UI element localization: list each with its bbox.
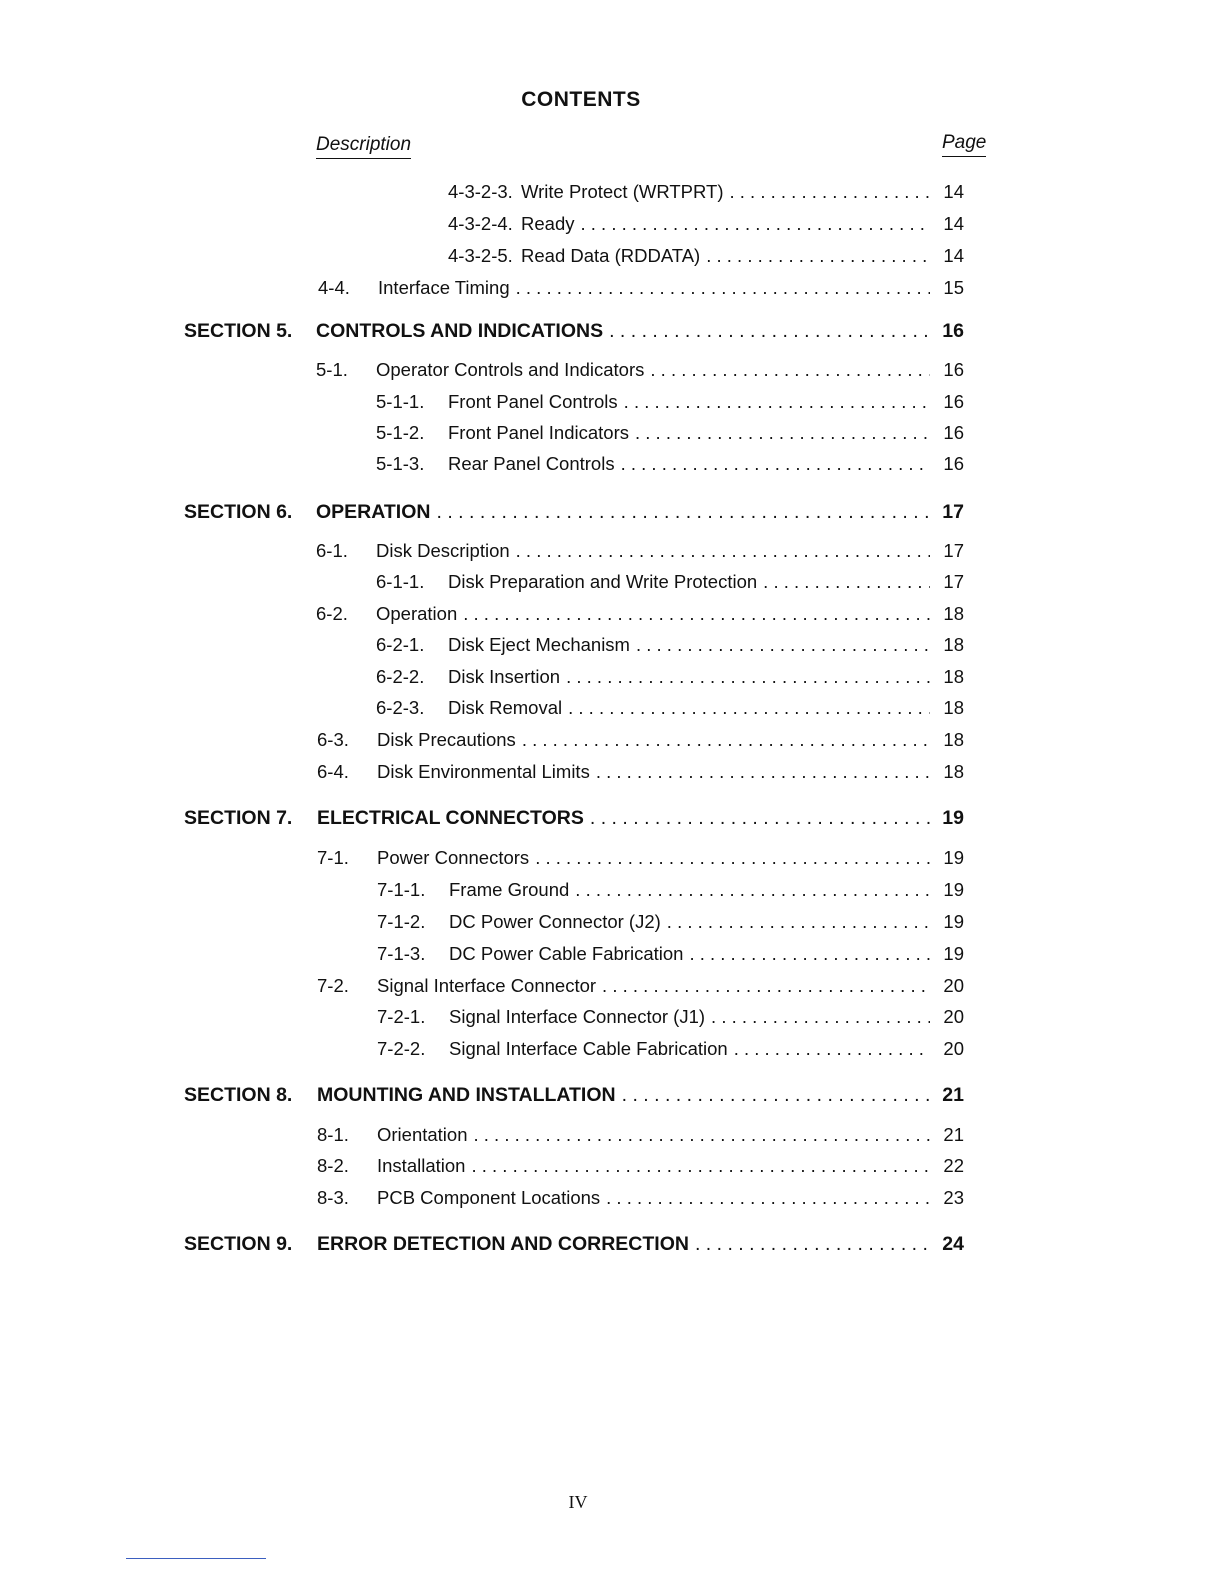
toc-entry[interactable] [316,539,964,563]
toc-entry[interactable] [317,1154,964,1178]
dot-leader [624,390,930,414]
dot-leader [516,539,930,563]
entry-number: 5-1-2. [376,422,425,443]
dot-leader [606,1186,930,1210]
entry-page: 20 [943,1006,964,1027]
entry-page: 14 [943,213,964,234]
dot-leader [636,633,930,657]
entry-title: Ready [521,213,575,234]
entry-title: Signal Interface Connector [377,975,597,996]
dot-leader [463,602,930,626]
entry-page: 17 [943,571,964,592]
entry-number: 6-4. [317,761,349,782]
dot-leader [667,910,930,934]
entry-number: 6-1-1. [376,571,425,592]
entry-number: 4-3-2-5. [448,245,513,266]
entry-title: Operation [376,603,458,624]
toc-entry[interactable] [376,696,964,720]
entry-page: 16 [942,320,964,342]
toc-entry[interactable] [376,665,964,689]
entry-page: 19 [943,911,964,932]
entry-page: 19 [943,879,964,900]
dot-leader [575,878,930,902]
entry-title: DC Power Cable Fabrication [449,943,684,964]
dot-leader [566,665,930,689]
entry-page: 18 [943,603,964,624]
entry-page: 16 [943,359,964,380]
entry-title: Disk Removal [448,697,563,718]
dot-leader [590,806,930,830]
entry-title: PCB Component Locations [377,1187,601,1208]
entry-title: Rear Panel Controls [448,453,615,474]
entry-number: 7-2-1. [377,1006,426,1027]
dot-leader [474,1123,931,1147]
entry-title: Disk Description [376,540,510,561]
dot-leader [602,974,930,998]
entry-number: 5-1-1. [376,391,425,412]
dot-leader [516,276,930,300]
dot-leader [635,421,930,445]
dot-leader [711,1005,930,1029]
dot-leader [706,244,930,268]
entry-page: 14 [943,245,964,266]
toc-section-entry[interactable] [316,319,964,343]
toc-entry[interactable] [376,633,964,657]
entry-title: Interface Timing [378,277,510,298]
entry-title: Read Data (RDDATA) [521,245,701,266]
toc-entry[interactable] [376,421,964,445]
entry-title: Disk Precautions [377,729,516,750]
entry-page: 22 [943,1155,964,1176]
entry-page: 18 [943,666,964,687]
entry-title: Installation [377,1155,466,1176]
toc-entry[interactable] [318,276,964,300]
toc-entry[interactable] [377,878,964,902]
entry-number: 7-1-3. [377,943,426,964]
toc-entry[interactable] [317,974,964,998]
entry-number: 7-2. [317,975,349,996]
entry-page: 17 [943,540,964,561]
entry-number: 6-2-2. [376,666,425,687]
page-column-heading: Page [942,132,986,157]
entry-title: Frame Ground [449,879,570,900]
entry-number: 4-3-2-3. [448,181,513,202]
dot-leader [471,1154,930,1178]
toc-entry[interactable] [376,390,964,414]
description-column-heading: Description [316,134,411,159]
section-label-7: SECTION 7. [184,807,293,829]
entry-number: 6-2. [316,603,348,624]
entry-page: 20 [943,1038,964,1059]
scan-edge-line [126,1558,266,1559]
entry-title: Power Connectors [377,847,530,868]
dot-leader [596,760,930,784]
entry-number: 7-2-2. [377,1038,426,1059]
entry-number: 5-1-3. [376,453,425,474]
section-title: ELECTRICAL CONNECTORS [317,807,584,829]
entry-page: 18 [943,634,964,655]
toc-section-entry[interactable] [317,1083,964,1107]
entry-title: Disk Environmental Limits [377,761,590,782]
toc-entry[interactable] [376,452,964,476]
entry-title: Signal Interface Cable Fabrication [449,1038,728,1059]
dot-leader [580,212,930,236]
entry-title: Orientation [377,1124,468,1145]
entry-number: 7-1-1. [377,879,426,900]
toc-entry[interactable] [316,358,964,382]
entry-title: Front Panel Indicators [448,422,629,443]
entry-page: 24 [942,1233,964,1255]
toc-entry[interactable] [376,570,964,594]
toc-entry[interactable] [317,1123,964,1147]
entry-number: 6-1. [316,540,348,561]
toc-entry[interactable] [448,180,964,204]
entry-number: 6-2-1. [376,634,425,655]
entry-title: Disk Insertion [448,666,561,687]
entry-page: 14 [943,181,964,202]
entry-page: 19 [943,847,964,868]
toc-entry[interactable] [377,910,964,934]
toc-entry[interactable] [317,760,964,784]
entry-page: 16 [943,453,964,474]
entry-number: 8-1. [317,1124,349,1145]
section-title: CONTROLS AND INDICATIONS [316,320,604,342]
section-title: ERROR DETECTION AND CORRECTION [317,1233,689,1255]
dot-leader [568,696,930,720]
dot-leader [622,1083,930,1107]
dot-leader [522,728,930,752]
entry-page: 16 [943,422,964,443]
entry-title: Front Panel Controls [448,391,618,412]
dot-leader [695,1232,930,1256]
entry-number: 8-2. [317,1155,349,1176]
entry-page: 16 [943,391,964,412]
toc-entry[interactable] [377,1005,964,1029]
entry-title: Write Protect (WRTPRT) [521,181,724,202]
entry-number: 7-1-2. [377,911,426,932]
entry-page: 17 [942,501,964,523]
section-label-9: SECTION 9. [184,1233,293,1255]
dot-leader [763,570,930,594]
section-label-5: SECTION 5. [184,320,293,342]
entry-number: 7-1. [317,847,349,868]
section-title: MOUNTING AND INSTALLATION [317,1084,616,1106]
entry-number: 5-1. [316,359,348,380]
section-title: OPERATION [316,501,431,523]
entry-page: 23 [943,1187,964,1208]
entry-number: 4-4. [318,277,350,298]
entry-page: 20 [943,975,964,996]
entry-page: 15 [943,277,964,298]
toc-entry[interactable] [317,728,964,752]
entry-title: Disk Preparation and Write Protection [448,571,758,592]
dot-leader [535,846,930,870]
toc-section-entry[interactable] [317,1232,964,1256]
toc-section-entry[interactable] [316,500,964,524]
entry-number: 4-3-2-4. [448,213,513,234]
dot-leader [650,358,930,382]
dot-leader [730,180,931,204]
page-number: IV [568,1492,588,1512]
toc-entry[interactable] [317,1186,964,1210]
dot-leader [621,452,930,476]
dot-leader [734,1037,930,1061]
entry-page: 18 [943,761,964,782]
entry-number: 6-2-3. [376,697,425,718]
dot-leader [609,319,930,343]
toc-entry[interactable] [317,846,964,870]
toc-entry[interactable] [377,942,964,966]
page-title: CONTENTS [521,88,641,111]
toc-section-entry[interactable] [317,806,964,830]
entry-number: 6-3. [317,729,349,750]
toc-entry[interactable] [448,244,964,268]
toc-entry[interactable] [377,1037,964,1061]
entry-page: 21 [942,1084,964,1106]
toc-entry[interactable] [316,602,964,626]
entry-page: 19 [943,943,964,964]
entry-page: 21 [943,1124,964,1145]
section-label-6: SECTION 6. [184,501,293,523]
entry-title: Signal Interface Connector (J1) [449,1006,706,1027]
entry-page: 18 [943,729,964,750]
entry-title: DC Power Connector (J2) [449,911,661,932]
dot-leader [436,500,930,524]
entry-number: 8-3. [317,1187,349,1208]
entry-title: Disk Eject Mechanism [448,634,630,655]
entry-page: 18 [943,697,964,718]
toc-entry[interactable] [448,212,964,236]
section-label-8: SECTION 8. [184,1084,293,1106]
entry-title: Operator Controls and Indicators [376,359,645,380]
dot-leader [689,942,930,966]
entry-page: 19 [942,807,964,829]
